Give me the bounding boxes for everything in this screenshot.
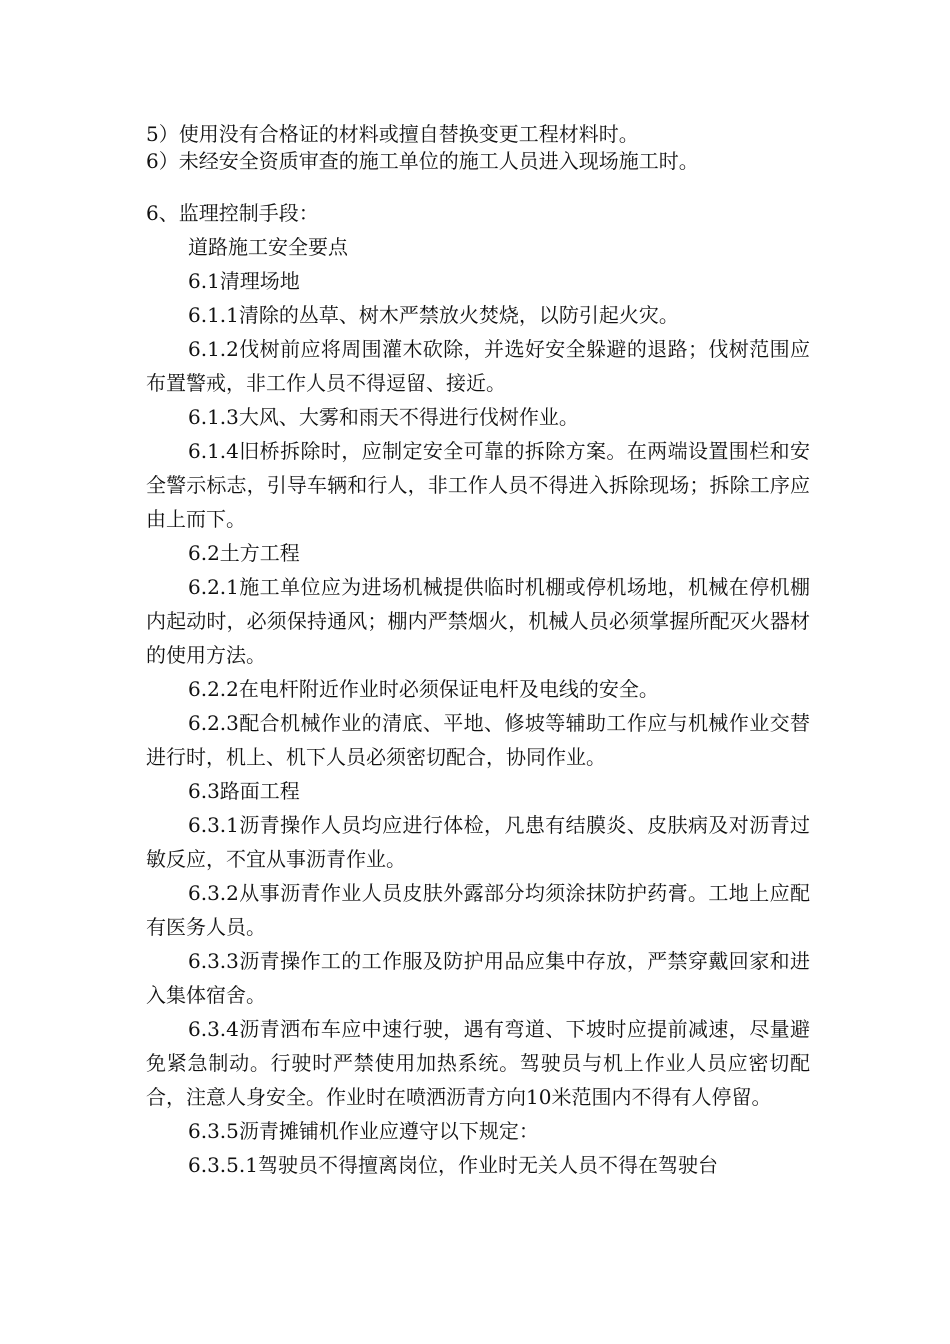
paragraph-6-3-1: 6.3.1沥青操作人员均应进行体检，凡患有结膜炎、皮肤病及对沥青过敏反应，不宜从事沥青作业。 xyxy=(146,813,810,871)
section-heading: 6、监理控制手段： xyxy=(146,201,319,225)
paragraph-6-3-2: 6.3.2从事沥青作业人员皮肤外露部分均须涂抹防护药膏。工地上应配有医务人员。 xyxy=(146,881,810,939)
paragraph-6-3-3: 6.3.3沥青操作工的工作服及防护用品应集中存放，严禁穿戴回家和进入集体宿舍。 xyxy=(146,949,810,1007)
heading-6-3: 6.3路面工程 xyxy=(188,779,300,803)
subsection-title: 道路施工安全要点 xyxy=(188,235,348,259)
paragraph-6-3-5-1: 6.3.5.1驾驶员不得擅离岗位，作业时无关人员不得在驾驶台 xyxy=(188,1153,718,1177)
paragraph-6-1-1: 6.1.1清除的丛草、树木严禁放火焚烧，以防引起火灾。 xyxy=(188,303,679,327)
paragraph-6-1-4: 6.1.4旧桥拆除时，应制定安全可靠的拆除方案。在两端设置围栏和安全警示标志，引导车辆和行人，非工作人员不得进入拆除现场；拆除工序应由上而下。 xyxy=(146,439,810,531)
document-body xyxy=(146,230,810,1182)
paragraph-6-2-2: 6.2.2在电杆附近作业时必须保证电杆及电线的安全。 xyxy=(188,677,659,701)
paragraph-6-2-1: 6.2.1施工单位应为进场机械提供临时机棚或停机场地，机械在停机棚内起动时，必须保持通风；棚内严禁烟火，机械人员必须掌握所配灭火器材的使用方法。 xyxy=(146,575,810,667)
intro-list xyxy=(146,121,810,175)
paragraph-6-1-2: 6.1.2伐树前应将周围灌木砍除，并选好安全躲避的退路；伐树范围应布置警戒，非工作人员不得逗留、接近。 xyxy=(146,337,810,395)
heading-6-2: 6.2土方工程 xyxy=(188,541,300,565)
paragraph-6-2-3: 6.2.3配合机械作业的清底、平地、修坡等辅助工作应与机械作业交替进行时，机上、机下人员必须密切配合，协同作业。 xyxy=(146,711,810,769)
paragraph-6-1-3: 6.1.3大风、大雾和雨天不得进行伐树作业。 xyxy=(188,405,579,429)
paragraph-6-3-4: 6.3.4沥青洒布车应中速行驶，遇有弯道、下坡时应提前减速，尽量避免紧急制动。行驶时严禁使用加热系统。驾驶员与机上作业人员应密切配合，注意人身安全。作业时在喷洒沥青方向10米范围内不得有人停留。 xyxy=(146,1017,810,1109)
heading-6-1: 6.1清理场地 xyxy=(188,269,300,293)
intro-item-5: 5）使用没有合格证的材料或擅自替换变更工程材料时。 xyxy=(146,122,639,146)
section-6 xyxy=(146,196,810,230)
paragraph-6-3-5: 6.3.5沥青摊铺机作业应遵守以下规定： xyxy=(188,1119,539,1143)
intro-item-6: 6）未经安全资质审查的施工单位的施工人员进入现场施工时。 xyxy=(146,149,699,173)
